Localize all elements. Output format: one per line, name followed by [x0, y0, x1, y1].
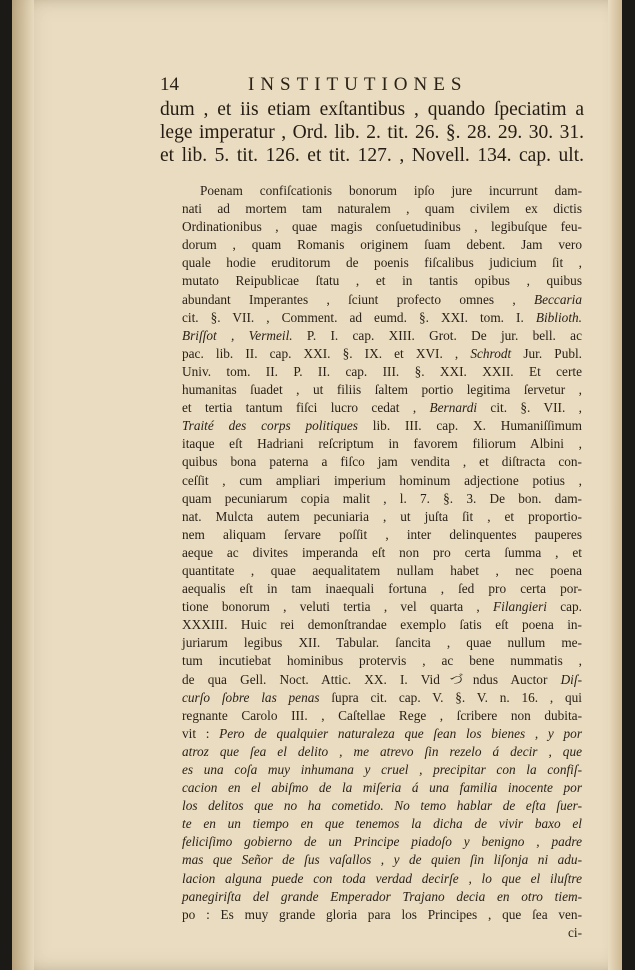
- body-line: quale hodie eruditorum de poenis fiſcalibus judicium ſit ,: [182, 255, 582, 271]
- catchword: ci-: [567, 924, 582, 940]
- book-page: [12, 0, 622, 970]
- body-line: juriarum legibus XII. Tabular. ſancita , quae nullum me-: [182, 635, 582, 651]
- page-gutter-shadow: [12, 0, 34, 970]
- body-line: et tertia tantum fiſci lucro cedat , Bernardi cit. §. VII. ,: [182, 400, 582, 416]
- page-number: 14: [160, 74, 179, 95]
- body-line: mutato Reipublicae ſtatu , et in tantis opibus , quibus: [182, 273, 582, 289]
- body-line: itaque eſt Hadriani reſcriptum in favorem filiorum Albini ,: [182, 436, 582, 452]
- body-line: aequalis eſt in tam inaequali fortuna , ſed pro certa por-: [182, 581, 582, 597]
- body-line: humanitas ſuadet , ut filiis ſaltem portio legitima ſervetur ,: [182, 382, 582, 398]
- body-line: curſo ſobre las penas ſupra cit. cap. V. §. V. n. 16. , qui: [182, 689, 583, 705]
- lead-line: dum , et iis etiam exſtantibus , quando ſpeciatim a: [160, 99, 584, 120]
- body-line: Poenam confiſcationis bonorum ipſo jure incurrunt dam-: [200, 183, 582, 198]
- main-paragraph: [182, 182, 582, 942]
- body-line: vit : Pero de qualquier naturaleza que ſean los bienes , y por: [182, 725, 582, 741]
- page-edge: [608, 0, 622, 970]
- body-line-italic: los delitos que no ha cometido. No temo hablar de eſta ſuer-: [182, 798, 582, 814]
- body-line: tione bonorum , veluti tertia , vel quarta , Filangieri cap.: [182, 599, 582, 615]
- body-line: de qua Gell. Noct. Attic. XX. I. Vidづndus Auctor Diſ-: [182, 671, 582, 687]
- body-line: nat. Mulcta autem pecuniaria , ut juſta ſit , et proportio-: [182, 508, 582, 524]
- body-line-italic: panegiriſta del grande Emperador Trajano decia en otro tiem-: [182, 888, 582, 904]
- body-line: XXXIII. Huic rei demonſtrandae exemplo ſatis eſt poena in-: [182, 617, 582, 633]
- lead-line: et lib. 5. tit. 126. et tit. 127. , Novell. 134. cap. ult.: [160, 145, 584, 166]
- body-line: nem aliquam ſervare poſſit , inter delinquentes pauperes: [182, 526, 582, 542]
- body-line: Traité des corps politiques lib. III. cap. X. Humaniſſimum: [182, 418, 582, 434]
- lead-paragraph: [160, 98, 584, 167]
- body-line: ceſſit , cum ampliari imperium hominum adjectione potius ,: [182, 472, 582, 488]
- body-line-italic: atroz que ſea el delito , me atrevo ſin rezelo á decir , que: [182, 743, 582, 759]
- body-line: quam pecuniarum copia malit , l. 7. §. 3. De bon. dam-: [182, 490, 582, 506]
- body-line-italic: lacion alguna puede con toda verdad decirſe , lo que el iluſtre: [182, 870, 582, 886]
- body-line-italic: cacion en el abiſmo de la miſeria á una familia inocente por: [182, 780, 582, 796]
- body-line: regnante Carolo III. , Caſtellae Rege , ſcribere non dubita-: [182, 707, 582, 723]
- lead-line: lege imperatur , Ord. lib. 2. tit. 26. §. 28. 29. 30. 31.: [160, 122, 584, 143]
- body-line: Univ. tom. II. P. II. cap. III. §. XXI. XXII. Et certe: [182, 363, 582, 379]
- body-line-italic: mas que Señor de ſus vaſallos , y de quien ſin liſonja ni adu-: [182, 852, 582, 868]
- running-title: INSTITUTIONES: [248, 74, 468, 95]
- body-line: abundant Imperantes , ſciunt profecto omnes , Beccaria: [182, 291, 582, 307]
- body-line: tum incutiebat hominibus protervis , ac bene nummatis ,: [182, 653, 582, 669]
- body-line: quantitate , quae aequalitatem nullam habet , nec poena: [182, 562, 582, 578]
- body-line: aeque ac divites imperanda eſt non pro certa ſumma , et: [182, 544, 582, 560]
- body-line-italic: feliciſimo gobierno de un Principe piadoſo y benigno , padre: [182, 834, 582, 850]
- body-line: quibus bona paterna a fiſco jam vendita , et diſtracta con-: [182, 454, 582, 470]
- body-line-italic: te en un tiempo en que tenemos la dicha de vivir baxo el: [182, 816, 582, 832]
- body-line: Briſſot , Vermeil. P. I. cap. XIII. Grot. De jur. bell. ac: [182, 327, 582, 343]
- body-line-italic: es una coſa muy inhumana y cruel , precipitar con la confiſ-: [182, 762, 582, 777]
- body-line: nati ad mortem tam naturalem , quam civilem ex dictis: [182, 201, 582, 217]
- body-line: cit. §. VII. , Comment. ad eumd. §. XXI. tom. I. Biblioth.: [182, 309, 582, 325]
- body-line: po : Es muy grande gloria para los Principes , que ſea ven-: [182, 906, 582, 922]
- body-line: pac. lib. II. cap. XXI. §. IX. et XVI. , Schrodt Jur. Publ.: [182, 345, 583, 361]
- body-line: dorum , quam Romanis originem ſuam debent. Jam vero: [182, 237, 582, 253]
- body-line: Ordinationibus , quae magis conſuetudinibus , legibuſque feu-: [182, 219, 582, 235]
